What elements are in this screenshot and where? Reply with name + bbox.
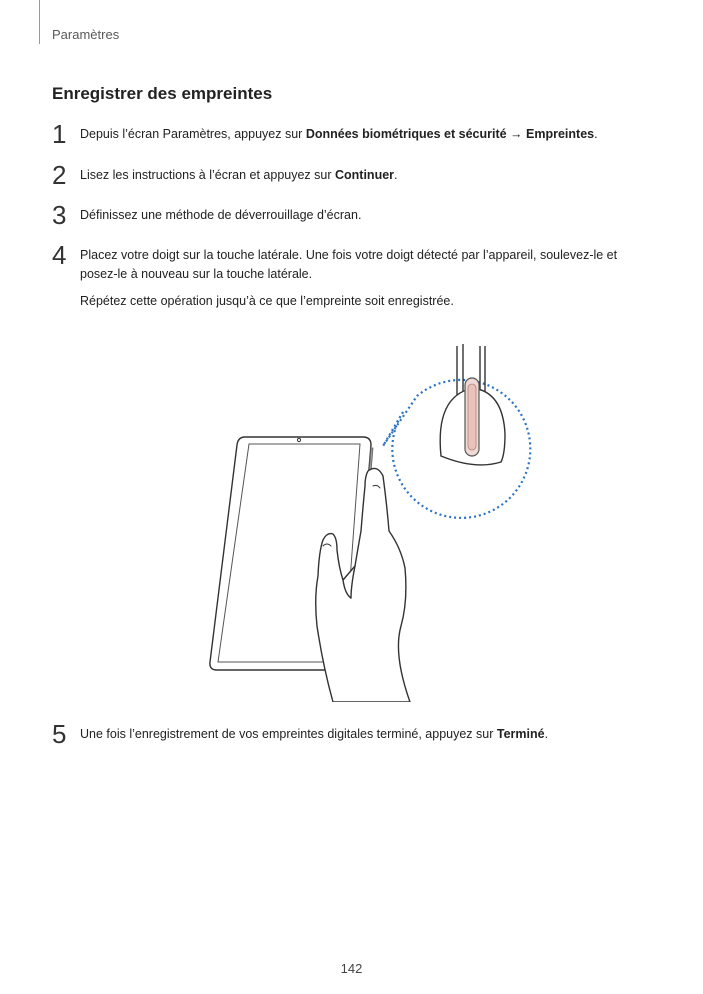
step-5 <box>52 719 652 749</box>
step-text-part: . <box>394 168 398 182</box>
step-number: 4 <box>52 240 67 270</box>
step-number: 3 <box>52 200 67 230</box>
button-label-done: Terminé <box>496 727 545 741</box>
step-text <box>80 725 652 744</box>
fingerprint-zoom-icon <box>383 344 530 518</box>
page-number: 142 <box>340 961 363 976</box>
step-number: 5 <box>52 719 67 749</box>
section-title: Enregistrer des empreintes <box>52 84 273 103</box>
step-1 <box>52 119 652 149</box>
step-text-part: Une fois l’enregistrement de vos empreintes digitales terminé, appuyez sur <box>80 727 497 741</box>
arrow-separator: → <box>506 127 527 141</box>
step-2 <box>52 160 652 190</box>
step-number: 1 <box>52 119 67 149</box>
step-number: 2 <box>52 160 67 190</box>
step-text-part: . <box>594 127 598 141</box>
step-text: Placez votre doigt sur la touche latérale. Une fois votre doigt détecté par l’appareil, soulevez-le et posez-le à nouveau sur la touche latérale. <box>80 248 618 281</box>
step-text <box>80 166 652 185</box>
page-header-title: Paramètres <box>52 27 120 42</box>
header-divider <box>39 0 40 44</box>
menu-path-fingerprints: Empreintes <box>526 127 595 141</box>
fingerprint-illustration <box>205 336 555 702</box>
menu-path-biometrics: Données biométriques et sécurité <box>305 127 507 141</box>
step-text-part: Lisez les instructions à l’écran et appuyez sur <box>80 168 335 182</box>
step-text-part: . <box>544 727 549 741</box>
step-4 <box>52 240 652 311</box>
step-note: Répétez cette opération jusqu’à ce que l’empreinte soit enregistrée. <box>80 294 454 308</box>
step-text: Définissez une méthode de déverrouillage d’écran. <box>80 208 362 222</box>
button-label-continue: Continuer <box>335 168 395 182</box>
step-3 <box>52 200 652 230</box>
step-text-part: Depuis l’écran Paramètres, appuyez sur <box>80 127 306 141</box>
step-text <box>80 125 652 144</box>
